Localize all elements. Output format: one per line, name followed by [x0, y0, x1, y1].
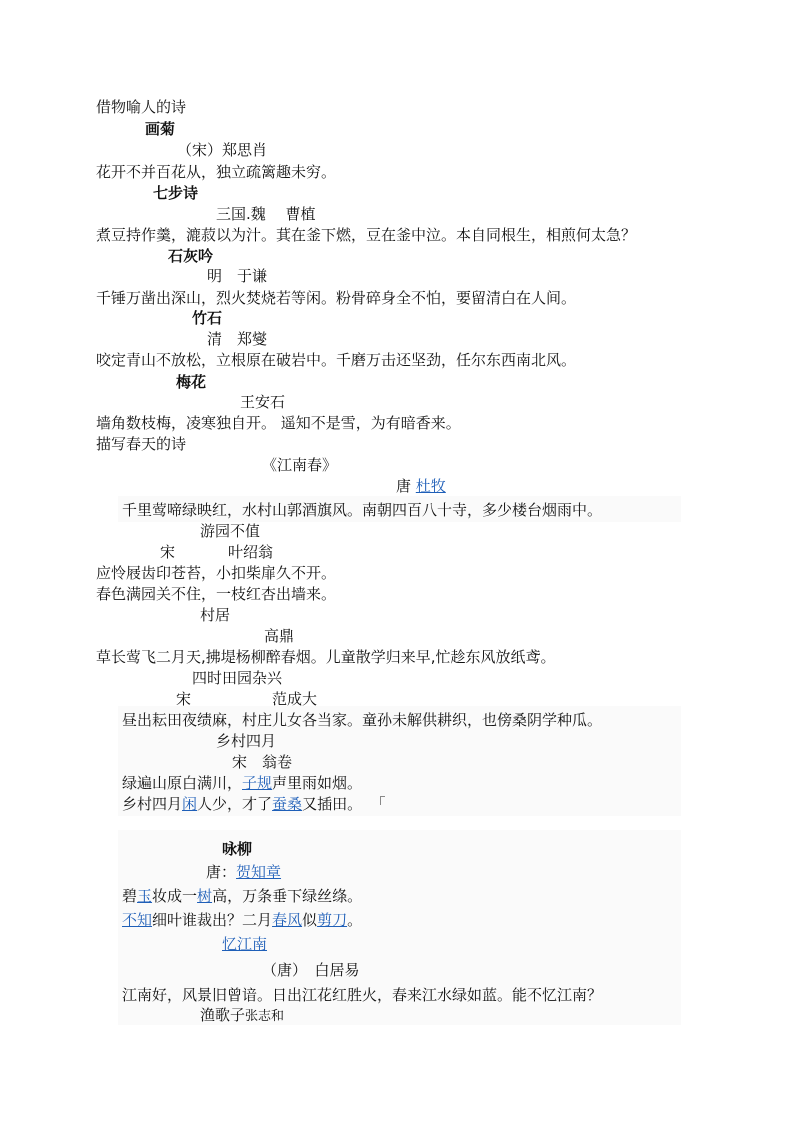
poem-line1-yongliu	[122, 886, 362, 906]
poem-line2-youyuan: 春色满园关不住，一枝红杏出墙来。	[96, 585, 337, 603]
poem-title-shihui: 石灰吟	[168, 247, 214, 265]
section-heading-borrowed: 借物喻人的诗	[96, 98, 187, 116]
poem-title-text: 渔歌子	[200, 1006, 246, 1024]
poem-title-yongliu: 咏柳	[222, 840, 253, 858]
link-xian[interactable]: 闲	[182, 795, 198, 813]
link-shu[interactable]: 树	[197, 887, 213, 905]
poem-title-link-yijiangnan[interactable]: 忆江南	[222, 935, 268, 953]
poem-byline-yongliu	[206, 862, 281, 882]
poem-line2-yongliu	[122, 910, 362, 930]
poem-title-youyuan: 游园不值	[200, 522, 261, 540]
text-segment: 又插田。	[302, 795, 363, 813]
text-segment: 绿遍山原白满川，	[122, 774, 243, 792]
poem-line1-xiangcun	[122, 773, 362, 793]
poem-title-cunju: 村居	[200, 606, 231, 624]
link-jiandao[interactable]: 剪刀	[317, 911, 348, 929]
poem-author-yijiangnan: （唐） 白居易	[262, 961, 360, 979]
poem-author-huaju: （宋）郑思肖	[177, 141, 268, 159]
poem-author-shihui: 明 于谦	[207, 267, 268, 285]
poem-text-zhushi: 咬定青山不放松，立根原在破岩中。千磨万击还坚劲，任尔东西南北风。	[96, 351, 577, 369]
poem-author-cunju: 高鼎	[264, 627, 295, 645]
poem-title-sishi: 四时田园杂兴	[192, 669, 283, 687]
poem-author-qibu: 三国.魏 曹植	[216, 205, 316, 223]
poem-author-zhushi: 清 郑燮	[207, 330, 268, 348]
section-heading-spring: 描写春天的诗	[96, 435, 187, 453]
poem-line2-xiangcun	[122, 794, 362, 814]
poem-text-shihui: 千锤万凿出深山，烈火焚烧若等闲。粉骨碎身全不怕，要留清白在人间。	[96, 289, 577, 307]
text-segment: 细叶谁裁出？二月	[152, 911, 273, 929]
poem-author-yugezi: 张志和	[245, 1009, 285, 1024]
poem-dynasty-youyuan: 宋	[160, 543, 176, 561]
text-segment: 似	[302, 911, 318, 929]
text-segment: 乡村四月	[122, 795, 183, 813]
poem-line1-youyuan: 应怜屐齿印苍苔，小扣柴扉久不开。	[96, 564, 337, 582]
poem-title-meihua: 梅花	[176, 373, 207, 391]
link-zigui[interactable]: 子规	[242, 774, 273, 792]
poem-title-xiangcun: 乡村四月	[216, 732, 277, 750]
poem-text-huaju: 花开不并百花从，独立疏篱趣未穷。	[96, 163, 337, 181]
link-buzhi[interactable]: 不知	[122, 911, 153, 929]
text-cursor-mark	[380, 796, 385, 805]
poem-byline-jiangnanchun	[396, 476, 446, 496]
poem-title-jiangnanchun: 《江南春》	[262, 456, 338, 474]
author-link-hezhizhang[interactable]: 贺知章	[236, 863, 282, 881]
poem-text-meihua: 墙角数枝梅，凌寒独自开。 遥知不是雪，为有暗香来。	[96, 414, 461, 432]
text-segment: 声里雨如烟。	[272, 774, 363, 792]
text-segment: 人少，才了	[197, 795, 273, 813]
poem-title-yugezi	[200, 1005, 284, 1027]
link-cansang[interactable]: 蚕桑	[272, 795, 303, 813]
author-link-dumu[interactable]: 杜牧	[415, 477, 446, 495]
poem-text-qibu: 煮豆持作羹，漉菽以为汁。萁在釜下燃，豆在釜中泣。本自同根生，相煎何太急？	[96, 226, 637, 244]
text-segment: 。	[347, 911, 363, 929]
text-segment: 碧	[122, 887, 138, 905]
poem-text-yijiangnan: 江南好，风景旧曾谙。日出江花红胜火，春来江水绿如蓝。能不忆江南？	[122, 986, 603, 1004]
poem-title-zhushi: 竹石	[192, 309, 223, 327]
poem-author-meihua: 王安石	[240, 393, 286, 411]
poem-dynasty-sishi: 宋	[176, 690, 192, 708]
text-segment: 高，万条垂下绿丝绦。	[212, 887, 363, 905]
text-segment: 妆成一	[152, 887, 198, 905]
poem-text-jiangnanchun: 千里莺啼绿映红，水村山郭酒旗风。南朝四百八十寺，多少楼台烟雨中。	[122, 501, 603, 519]
poem-author-sishi: 范成大	[272, 690, 318, 708]
poem-title-huaju: 画菊	[145, 120, 176, 138]
poem-dynasty-jiangnanchun: 唐	[396, 477, 412, 495]
poem-text-sishi: 昼出耘田夜绩麻，村庄儿女各当家。童孙未解供耕织，也傍桑阴学种瓜。	[122, 711, 603, 729]
poem-text-cunju: 草长莺飞二月天,拂堤杨柳醉春烟。儿童散学归来早,忙趁东风放纸鸢。	[96, 648, 556, 666]
poem-author-youyuan: 叶绍翁	[228, 543, 274, 561]
poem-title-qibu: 七步诗	[153, 184, 199, 202]
link-yu[interactable]: 玉	[137, 887, 153, 905]
link-chunfeng[interactable]: 春风	[272, 911, 303, 929]
poem-author-xiangcun: 宋 翁卷	[232, 753, 293, 771]
poem-dynasty-yongliu: 唐：	[206, 863, 237, 881]
